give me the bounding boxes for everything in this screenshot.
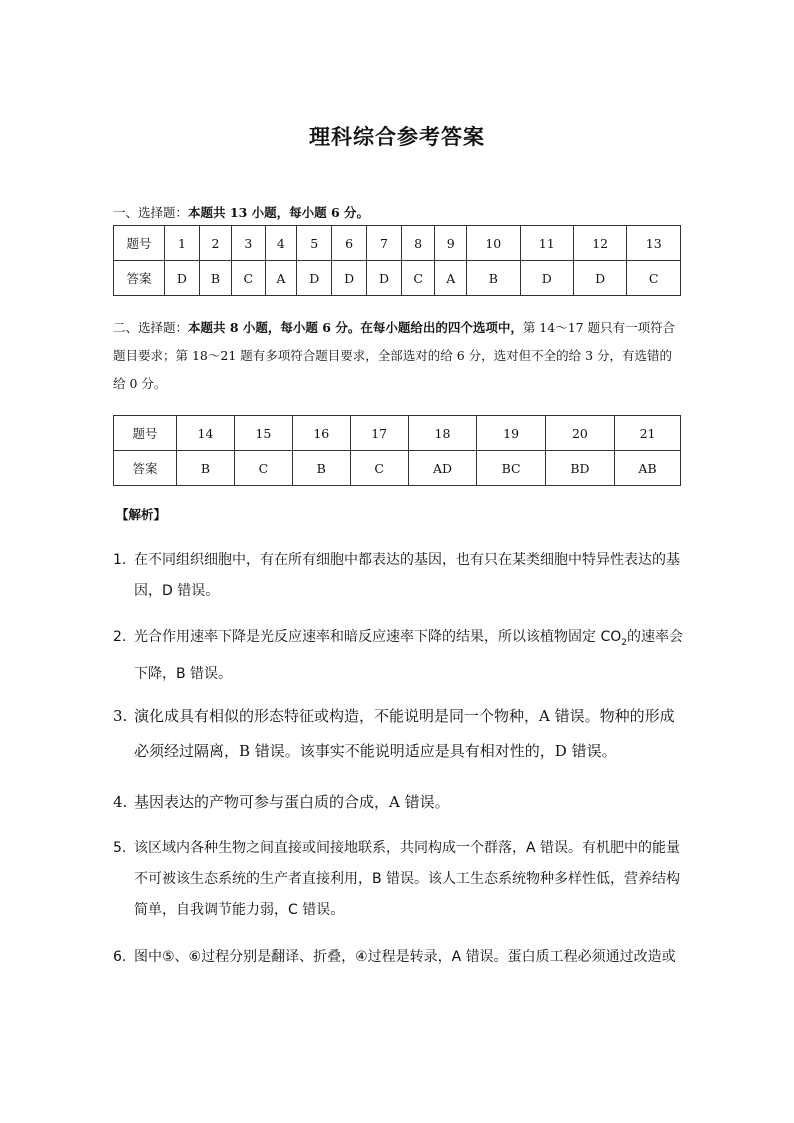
table-cell: D	[367, 261, 402, 296]
analysis-item-text	[134, 622, 683, 690]
analysis-item-text-part: 的速率会下降，B 错误。	[134, 629, 683, 682]
table-cell: 20	[545, 416, 614, 451]
table-header-label: 题号	[114, 226, 165, 261]
table-answer-label: 答案	[114, 261, 165, 296]
section2-heading-prefix: 二、选择题：	[113, 320, 189, 335]
table-cell: D	[165, 261, 200, 296]
table-cell: 19	[477, 416, 545, 451]
table-cell: C	[350, 451, 408, 486]
section2-answer-table	[113, 415, 681, 486]
table-cell: 17	[350, 416, 408, 451]
table-cell: 3	[232, 226, 265, 261]
table-cell: A	[265, 261, 297, 296]
analysis-item	[113, 833, 683, 926]
table-cell: C	[627, 261, 681, 296]
analysis-item-number: 1.	[113, 552, 127, 568]
analysis-item-text: 演化成具有相似的形态特征或构造，不能说明是同一个物种，A 错误。物种的形成必须经过隔离，B 错误。该事实不能说明适应是具有相对性的，D 错误。	[134, 707, 675, 760]
analysis-item-number: 3.	[113, 707, 128, 725]
analysis-item	[113, 622, 683, 690]
analysis-item	[113, 545, 683, 607]
analysis-item	[113, 699, 683, 769]
table-cell: 2	[199, 226, 231, 261]
analysis-item-text: 在不同组织细胞中，有在所有细胞中都表达的基因，也有只在某类细胞中特异性表达的基因，D 错误。	[134, 552, 680, 599]
analysis-item-text-part: 光合作用速率下降是光反应速率和暗反应速率下降的结果，所以该植物固定 CO	[134, 629, 622, 645]
table-cell: 4	[265, 226, 297, 261]
table-cell: B	[292, 451, 350, 486]
page-title: 理科综合参考答案	[309, 125, 485, 149]
subscript: 2	[621, 637, 627, 648]
analysis-item-text: 基因表达的产物可参与蛋白质的合成，A 错误。	[134, 793, 450, 811]
table-cell: C	[234, 451, 292, 486]
table-cell: 16	[292, 416, 350, 451]
table-cell: 6	[332, 226, 367, 261]
table-cell: AB	[615, 451, 681, 486]
table-row	[114, 416, 681, 451]
table-cell: 14	[177, 416, 235, 451]
table-cell: C	[401, 261, 434, 296]
table-cell: B	[177, 451, 235, 486]
analysis-item-number: 2.	[113, 629, 127, 645]
section1-heading-bold: 本题共 13 小题，每小题 6 分。	[188, 205, 370, 220]
table-cell: D	[297, 261, 332, 296]
table-cell: 11	[520, 226, 573, 261]
table-cell: 21	[615, 416, 681, 451]
table-cell: B	[467, 261, 520, 296]
table-cell: D	[573, 261, 626, 296]
analysis-item	[113, 785, 683, 820]
table-header-label: 题号	[114, 416, 177, 451]
analysis-item-text: 该区域内各种生物之间直接或间接地联系，共同构成一个群落，A 错误。有机肥中的能量不可被该生态系统的生产者直接利用，B 错误。该人工生态系统物种多样性低，营养结构简单，自我调节能力弱，C 错误。	[134, 840, 681, 918]
section2-heading	[113, 314, 683, 398]
table-cell: AD	[408, 451, 477, 486]
table-cell: C	[232, 261, 265, 296]
table-cell: BC	[477, 451, 545, 486]
table-cell: 8	[401, 226, 434, 261]
section1-answer-table	[113, 225, 681, 296]
analysis-heading: 【解析】	[116, 507, 167, 522]
table-cell: BD	[545, 451, 614, 486]
table-row	[114, 261, 681, 296]
table-row	[114, 451, 681, 486]
analysis-item-number: 4.	[113, 793, 128, 811]
table-cell: 18	[408, 416, 477, 451]
table-cell: 15	[234, 416, 292, 451]
section1-heading	[113, 200, 683, 226]
table-cell: 12	[573, 226, 626, 261]
table-cell: 5	[297, 226, 332, 261]
analysis-item-number: 5.	[113, 840, 127, 856]
table-cell: D	[332, 261, 367, 296]
section2-heading-bold: 本题共 8 小题，每小题 6 分。在每小题给出的四个选项中，	[188, 320, 523, 335]
analysis-item	[113, 942, 683, 973]
table-cell: B	[199, 261, 231, 296]
table-row	[114, 226, 681, 261]
table-cell: 9	[435, 226, 467, 261]
table-cell: 1	[165, 226, 200, 261]
section2-heading-rest: 第 14～17 题只有一项符合题目要求；第 18～21 题有多项符合题目要求，全部选对的给 6 分，选对但不全的给 3 分，有选错的给 0 分。	[113, 320, 676, 391]
table-cell: A	[435, 261, 467, 296]
section1-heading-prefix: 一、选择题：	[113, 205, 189, 220]
table-answer-label: 答案	[114, 451, 177, 486]
analysis-item-number: 6.	[113, 949, 127, 965]
table-cell: 10	[467, 226, 520, 261]
table-cell: D	[520, 261, 573, 296]
table-cell: 13	[627, 226, 681, 261]
table-cell: 7	[367, 226, 402, 261]
analysis-item-text: 图中⑤、⑥过程分别是翻译、折叠，④过程是转录，A 错误。蛋白质工程必须通过改造或	[134, 949, 676, 965]
